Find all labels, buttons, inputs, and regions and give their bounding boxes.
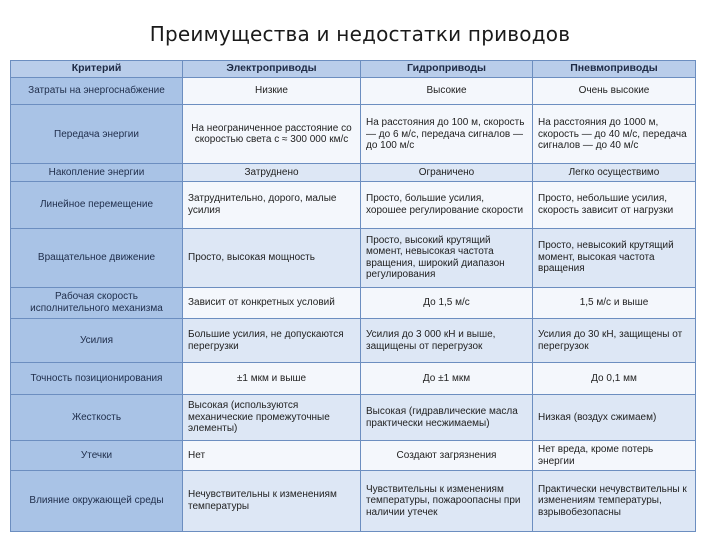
criterion-cell: Рабочая скорость исполнительного механизма xyxy=(11,287,183,319)
pneumatic-cell: Нет вреда, кроме потерь энергии xyxy=(533,441,696,470)
hydraulic-cell: Просто, большие усилия, хорошее регулирование скорости xyxy=(361,182,533,228)
electric-cell: Нет xyxy=(183,441,361,470)
table-row xyxy=(11,228,696,287)
pneumatic-cell: Просто, невысокий крутящий момент, высокая частота вращения xyxy=(533,228,696,287)
header-row xyxy=(11,61,696,78)
table-row xyxy=(11,287,696,319)
electric-cell: Нечувствительны к изменениям температуры xyxy=(183,470,361,531)
pneumatic-cell: До 0,1 мм xyxy=(533,363,696,395)
pneumatic-cell: Усилия до 30 кН, защищены от перегрузок xyxy=(533,319,696,363)
table-row xyxy=(11,363,696,395)
hydraulic-cell: Усилия до 3 000 кН и выше, защищены от перегрузок xyxy=(361,319,533,363)
hydraulic-cell: Создают загрязнения xyxy=(361,441,533,470)
electric-cell: Зависит от конкретных условий xyxy=(183,287,361,319)
criterion-cell: Линейное перемещение xyxy=(11,182,183,228)
electric-cell: На неограниченное расстояние со скоростью света с ≈ 300 000 км/с xyxy=(183,105,361,164)
criterion-cell: Вращательное движение xyxy=(11,228,183,287)
electric-cell: Просто, высокая мощность xyxy=(183,228,361,287)
criterion-cell: Затраты на энергоснабжение xyxy=(11,78,183,105)
pneumatic-cell: 1,5 м/с и выше xyxy=(533,287,696,319)
criterion-cell: Точность позиционирования xyxy=(11,363,183,395)
hydraulic-cell: Высокая (гидравлические масла практически несжимаемы) xyxy=(361,395,533,441)
hydraulic-cell: Просто, высокий крутящий момент, невысокая частота вращения, широкий диапазон регулирования xyxy=(361,228,533,287)
hydraulic-cell: Высокие xyxy=(361,78,533,105)
electric-cell: Большие усилия, не допускаются перегрузки xyxy=(183,319,361,363)
criterion-cell: Накопление энергии xyxy=(11,164,183,182)
electric-cell: Высокая (используются механические промежуточные элементы) xyxy=(183,395,361,441)
pneumatic-cell: Просто, небольшие усилия, скорость зависит от нагрузки xyxy=(533,182,696,228)
table-row xyxy=(11,470,696,531)
table-row xyxy=(11,164,696,182)
header-electric: Электроприводы xyxy=(183,61,361,78)
electric-cell: Низкие xyxy=(183,78,361,105)
hydraulic-cell: На расстояния до 100 м, скорость — до 6 м/с, передача сигналов — до 100 м/с xyxy=(361,105,533,164)
pneumatic-cell: Легко осуществимо xyxy=(533,164,696,182)
hydraulic-cell: Ограничено xyxy=(361,164,533,182)
hydraulic-cell: Чувствительны к изменениям температуры, пожароопасны при наличии утечек xyxy=(361,470,533,531)
table-row xyxy=(11,319,696,363)
page-title: Преимущества и недостатки приводов xyxy=(149,22,571,46)
header-hydraulic: Гидроприводы xyxy=(361,61,533,78)
hydraulic-cell: До ±1 мкм xyxy=(361,363,533,395)
criterion-cell: Передача энергии xyxy=(11,105,183,164)
pneumatic-cell: Низкая (воздух сжимаем) xyxy=(533,395,696,441)
comparison-table xyxy=(10,60,696,532)
hydraulic-cell: До 1,5 м/с xyxy=(361,287,533,319)
criterion-cell: Усилия xyxy=(11,319,183,363)
pneumatic-cell: Очень высокие xyxy=(533,78,696,105)
electric-cell: ±1 мкм и выше xyxy=(183,363,361,395)
electric-cell: Затруднительно, дорого, малые усилия xyxy=(183,182,361,228)
table-row xyxy=(11,105,696,164)
header-pneumatic: Пневмоприводы xyxy=(533,61,696,78)
criterion-cell: Утечки xyxy=(11,441,183,470)
criterion-cell: Жесткость xyxy=(11,395,183,441)
table-row xyxy=(11,182,696,228)
pneumatic-cell: Практически нечувствительны к изменениям температуры, взрывобезопасны xyxy=(533,470,696,531)
table-row xyxy=(11,395,696,441)
pneumatic-cell: На расстояния до 1000 м, скорость — до 40 м/с, передача сигналов — до 40 м/с xyxy=(533,105,696,164)
header-criterion: Критерий xyxy=(11,61,183,78)
table-row xyxy=(11,78,696,105)
table-row xyxy=(11,441,696,470)
criterion-cell: Влияние окружающей среды xyxy=(11,470,183,531)
electric-cell: Затруднено xyxy=(183,164,361,182)
